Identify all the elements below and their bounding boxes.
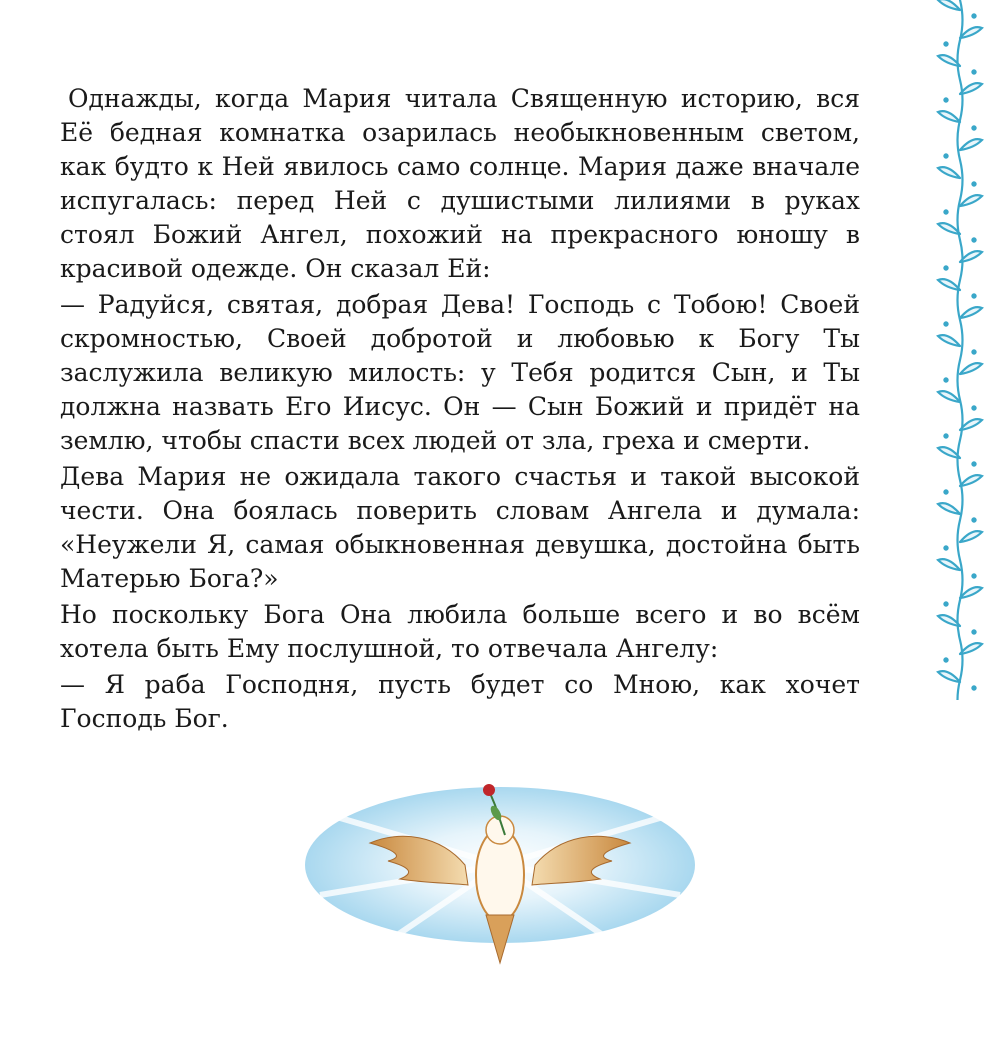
vine-dot — [944, 42, 947, 45]
vine-dot — [972, 462, 975, 465]
vine-leaf — [960, 643, 982, 654]
vine-dot — [944, 322, 947, 325]
paragraph-3: Дева Мария не ожидала такого счастья и такой высокой чести. Она боялась поверить словам Ангела и думала: «Неужели Я, самая обыкновенная девушка, достойна быть Матерью Бога?» — [60, 462, 860, 593]
vine-ornament — [915, 0, 1000, 700]
vine-leaf — [938, 111, 960, 122]
vine-leaf — [960, 307, 982, 318]
vine-leaf — [938, 503, 960, 514]
vine-dot — [972, 238, 975, 241]
vine-dot — [972, 182, 975, 185]
vine-leaf — [960, 363, 982, 374]
dove-illustration — [300, 775, 700, 975]
paragraph-2: — Радуйся, святая, добрая Дева! Господь с Тобою! Своей скромностью, Своей добротой и любовью к Богу Ты заслужила великую милость: у Тебя родится Сын, и Ты должна назвать Его Иисус. Он — Сын Божий и придёт на землю, чтобы спасти всех людей от зла, греха и смерти. — [60, 290, 860, 455]
vine-leaf — [938, 559, 960, 570]
vine-dot — [972, 406, 975, 409]
paragraph-1: Однажды, когда Мария читала Священную историю, вся Её бедная комнатка озарилась необыкновенным светом, как будто к Ней явилось само солнце. Мария даже вначале испугалась: перед Ней с душистыми лилиями в руках стоял Божий Ангел, похожий на прекрасного юношу в красивой одежде. Он сказал Ей: — [60, 84, 860, 283]
vine-dot — [944, 98, 947, 101]
vine-leaf — [960, 531, 982, 542]
vine-dot — [972, 70, 975, 73]
vine-dot — [944, 546, 947, 549]
vine-dot — [972, 14, 975, 17]
vine-leaf — [938, 0, 960, 10]
story-text — [60, 82, 860, 738]
vine-dot — [944, 490, 947, 493]
vine-leaf — [938, 447, 960, 458]
vine-leaf — [960, 139, 982, 150]
vine-leaf — [938, 279, 960, 290]
vine-dot — [944, 378, 947, 381]
vine-dot — [972, 518, 975, 521]
vine-dot — [972, 630, 975, 633]
vine-leaf — [960, 587, 982, 598]
vine-leaf — [960, 27, 982, 38]
vine-leaf — [938, 671, 960, 682]
vine-leaf — [960, 475, 982, 486]
vine-dot — [972, 686, 975, 689]
vine-dot — [944, 602, 947, 605]
red-flower — [483, 784, 495, 796]
vine-dot — [972, 294, 975, 297]
vine-dot — [972, 574, 975, 577]
vine-leaf — [960, 83, 982, 94]
paragraph-4: Но поскольку Бога Она любила больше всего и во всём хотела быть Ему послушной, то отвечала Ангелу: — [60, 600, 860, 663]
vine-dot — [944, 154, 947, 157]
vine-dot — [972, 350, 975, 353]
vine-leaf — [960, 195, 982, 206]
vine-dot — [972, 126, 975, 129]
paragraph-5: — Я раба Господня, пусть будет со Мною, как хочет Господь Бог. — [60, 670, 860, 733]
vine-leaf — [938, 335, 960, 346]
vine-dot — [944, 658, 947, 661]
vine-dot — [944, 434, 947, 437]
vine-dot — [944, 266, 947, 269]
vine-leaf — [938, 167, 960, 178]
vine-dot — [944, 210, 947, 213]
vine-leaf — [938, 391, 960, 402]
